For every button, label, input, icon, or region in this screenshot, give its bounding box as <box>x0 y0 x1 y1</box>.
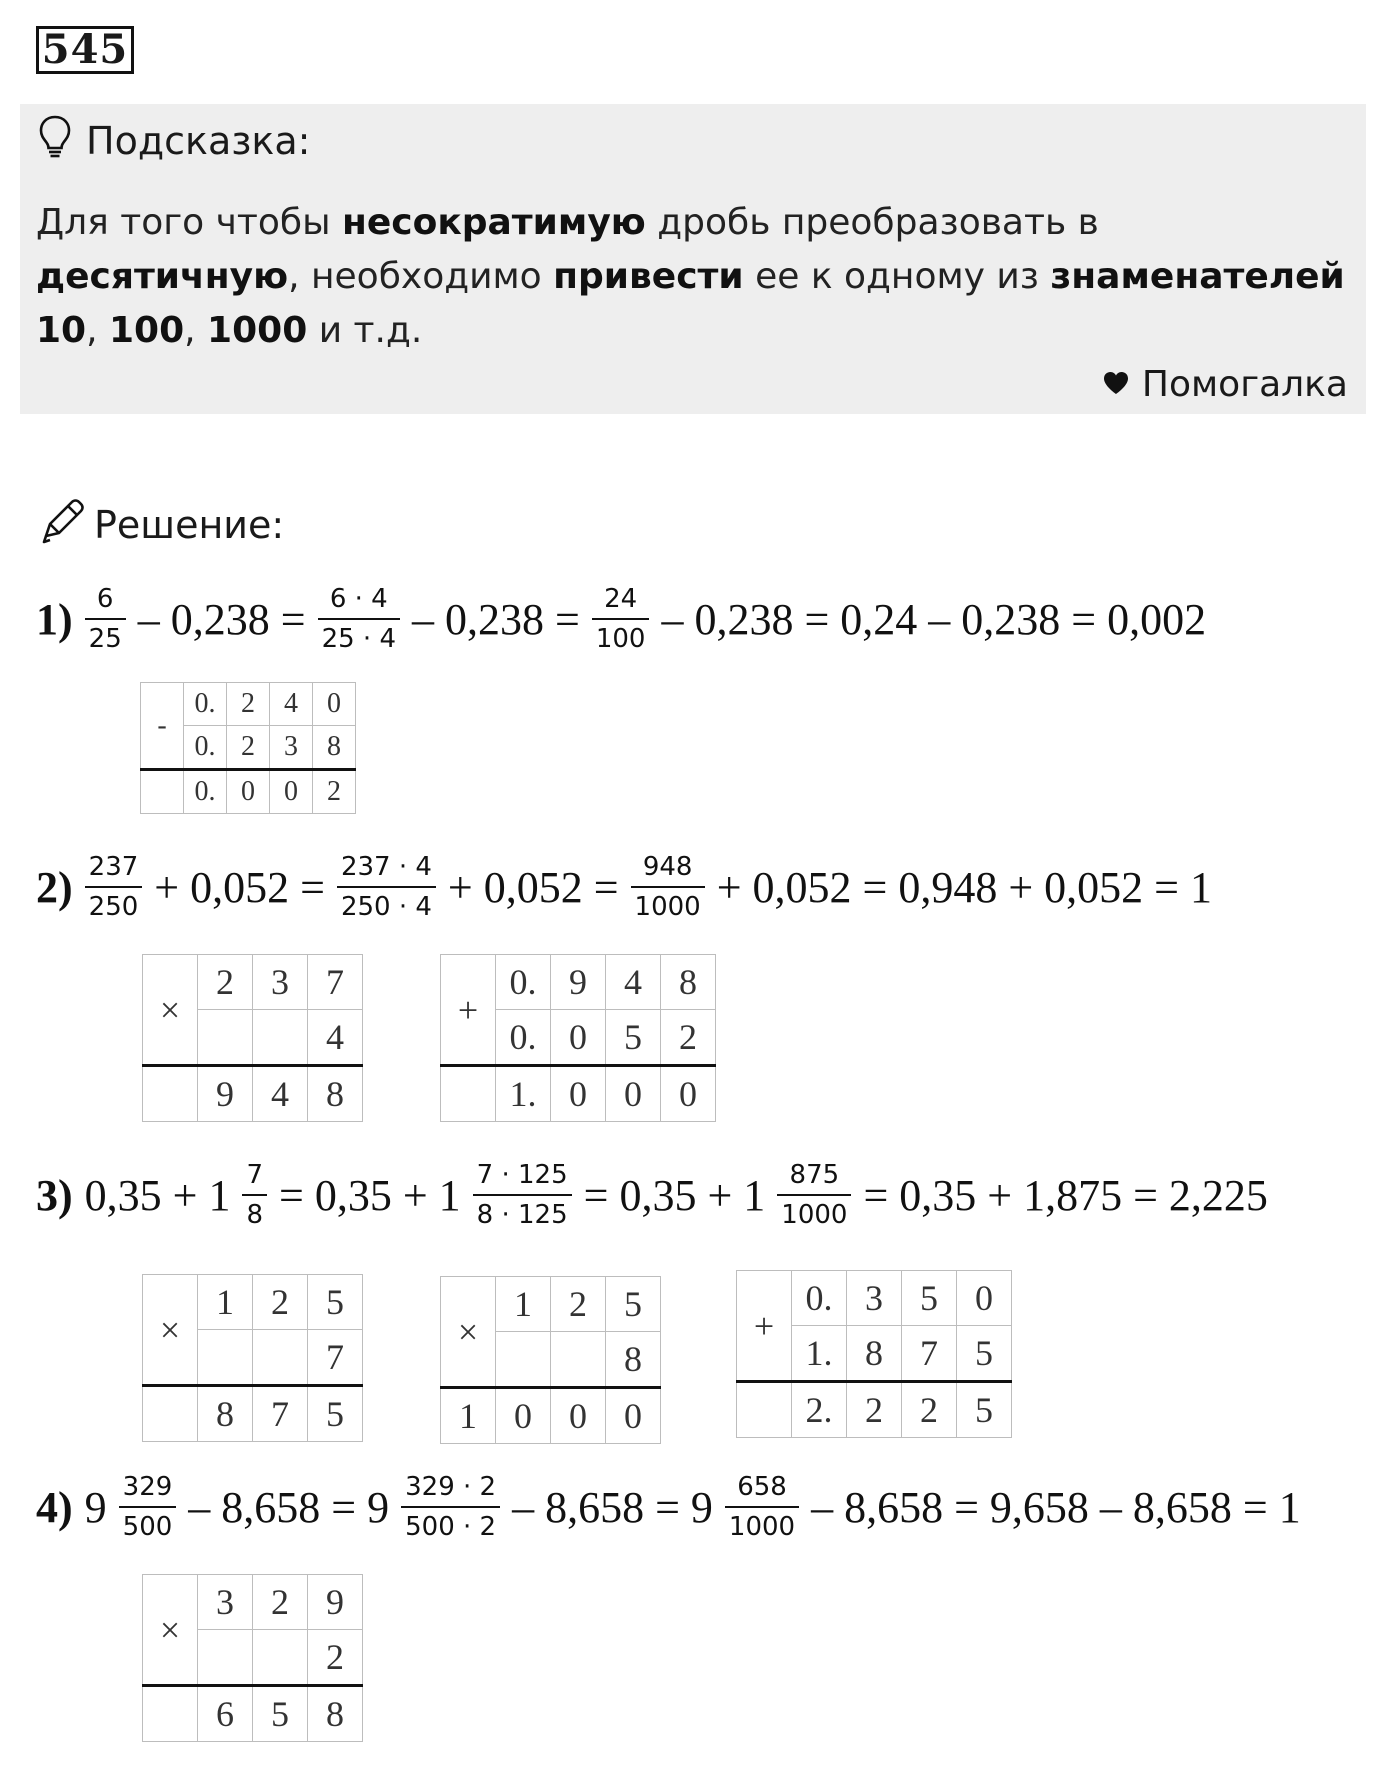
fraction-denominator: 25 <box>85 618 126 654</box>
column-add-035-1875 <box>736 1270 1012 1438</box>
result-digit-cell: 0 <box>270 770 313 814</box>
digit-cell: 4 <box>308 1010 363 1066</box>
digit-cell: 7 <box>902 1326 957 1382</box>
digit-cell <box>551 1332 606 1388</box>
hint-text-segment: и т.д. <box>307 310 423 351</box>
digit-cell: 2 <box>253 1575 308 1630</box>
equation-text: 0,35 + 1 <box>84 1170 231 1220</box>
column-result-row <box>737 1382 1012 1438</box>
operator-cell: + <box>737 1271 792 1382</box>
result-digit-cell: 1 <box>441 1388 496 1444</box>
fraction <box>777 1160 851 1230</box>
column-row <box>143 1575 363 1630</box>
digit-cell: 7 <box>308 955 363 1010</box>
column-result-row <box>441 1388 661 1444</box>
equation-text: – 8,658 = 9 <box>188 1482 390 1532</box>
digit-cell: 4 <box>270 683 313 726</box>
hint-text-segment: несократимую <box>341 202 646 243</box>
fraction-numerator: 329 · 2 <box>405 1472 497 1502</box>
equation-text: + 0,052 = 0,948 + 0,052 = 1 <box>716 862 1212 912</box>
empty-cell <box>143 1066 198 1122</box>
fraction-numerator: 948 <box>642 852 693 882</box>
column-multiply-329-2 <box>142 1574 363 1742</box>
lightbulb-icon <box>38 114 72 169</box>
solution-title-label: Решение: <box>94 503 285 547</box>
equation-text: + 0,052 = <box>447 862 619 912</box>
digit-cell: 2 <box>308 1630 363 1686</box>
fraction-numerator: 7 · 125 <box>476 1160 568 1190</box>
empty-cell <box>143 1686 198 1742</box>
hint-text <box>36 196 1356 358</box>
digit-cell: 1 <box>496 1277 551 1332</box>
digit-cell: 0. <box>792 1271 847 1326</box>
empty-cell <box>143 1386 198 1442</box>
digit-cell: 8 <box>313 726 356 770</box>
fraction-numerator: 329 <box>122 1472 173 1502</box>
result-digit-cell: 0 <box>551 1388 606 1444</box>
hint-text-segment: , необходимо <box>288 256 554 297</box>
fraction <box>85 584 126 654</box>
fraction <box>318 584 400 654</box>
equation-4 <box>36 1472 1307 1542</box>
fraction-numerator: 24 <box>604 584 638 614</box>
column-row <box>141 683 356 726</box>
equation-text: – 0,238 = 0,24 – 0,238 = 0,002 <box>661 594 1207 644</box>
fraction-denominator: 8 <box>242 1194 267 1230</box>
result-digit-cell: 0 <box>496 1388 551 1444</box>
fraction-numerator: 237 · 4 <box>340 852 432 882</box>
result-digit-cell: 5 <box>957 1382 1012 1438</box>
digit-cell: 7 <box>308 1330 363 1386</box>
fraction-numerator: 7 <box>246 1160 264 1190</box>
digit-cell: 4 <box>606 955 661 1010</box>
fraction-denominator: 1000 <box>631 886 705 922</box>
column-multiply-125-8 <box>440 1276 661 1444</box>
hint-text-segment: , <box>86 310 109 351</box>
digit-cell <box>198 1630 253 1686</box>
fraction-numerator: 6 · 4 <box>329 584 388 614</box>
fraction-denominator: 25 · 4 <box>318 618 400 654</box>
equation-1 <box>36 584 1212 654</box>
result-digit-cell: 8 <box>308 1066 363 1122</box>
fraction-denominator: 500 <box>119 1506 177 1542</box>
fraction-denominator: 250 <box>85 886 143 922</box>
digit-cell: 0 <box>957 1271 1012 1326</box>
hint-text-segment: ее к одному из <box>743 256 1051 297</box>
digit-cell: 5 <box>606 1010 661 1066</box>
column-result-row <box>143 1066 363 1122</box>
column-multiply-125-7 <box>142 1274 363 1442</box>
result-digit-cell: 2. <box>792 1382 847 1438</box>
equation-text: – 0,238 = <box>412 594 580 644</box>
helper-link[interactable] <box>1102 364 1348 405</box>
column-add-0948-0052 <box>440 954 716 1122</box>
empty-cell <box>737 1382 792 1438</box>
result-digit-cell: 1. <box>496 1066 551 1122</box>
digit-cell <box>198 1330 253 1386</box>
result-digit-cell: 0 <box>606 1388 661 1444</box>
digit-cell: 2 <box>661 1010 716 1066</box>
equation-text: = 0,35 + 1 <box>583 1170 766 1220</box>
column-result-row <box>143 1386 363 1442</box>
digit-cell: 1 <box>198 1275 253 1330</box>
fraction-denominator: 8 · 125 <box>473 1194 572 1230</box>
fraction-numerator: 875 <box>789 1160 840 1190</box>
result-digit-cell: 5 <box>253 1686 308 1742</box>
column-row <box>441 955 716 1010</box>
fraction <box>242 1160 267 1230</box>
equation-text: – 0,238 = <box>137 594 306 644</box>
digit-cell: 0. <box>496 1010 551 1066</box>
fraction <box>592 584 650 654</box>
equation-number: 3) <box>36 1170 73 1220</box>
result-digit-cell: 2 <box>313 770 356 814</box>
digit-cell: 2 <box>227 683 270 726</box>
operator-cell: × <box>143 1275 198 1386</box>
hint-text-segment: десятичную <box>36 256 289 297</box>
hint-text-segment: знаменателей 10 <box>36 256 1345 351</box>
equation-number: 4) <box>36 1482 73 1532</box>
solution-title <box>38 498 284 552</box>
fraction <box>85 852 143 922</box>
digit-cell: 0 <box>313 683 356 726</box>
digit-cell: 8 <box>606 1332 661 1388</box>
result-digit-cell: 2 <box>847 1382 902 1438</box>
equation-text: = 0,35 + 1,875 = 2,225 <box>863 1170 1268 1220</box>
column-result-row <box>141 770 356 814</box>
digit-cell: 3 <box>253 955 308 1010</box>
fraction <box>631 852 705 922</box>
digit-cell: 8 <box>661 955 716 1010</box>
equation-3 <box>36 1160 1274 1230</box>
pencil-icon <box>38 496 86 555</box>
fraction <box>337 852 436 922</box>
empty-cell <box>441 1066 496 1122</box>
operator-cell: × <box>143 955 198 1066</box>
hint-title <box>38 116 310 166</box>
digit-cell: 0. <box>496 955 551 1010</box>
hint-text-segment: 100 <box>109 310 185 351</box>
result-digit-cell: 0 <box>551 1066 606 1122</box>
digit-cell <box>253 1330 308 1386</box>
result-digit-cell: 0 <box>227 770 270 814</box>
equation-number: 2) <box>36 862 73 912</box>
column-subtract-0240-0238 <box>140 682 356 814</box>
result-digit-cell: 0 <box>606 1066 661 1122</box>
result-digit-cell: 0. <box>184 770 227 814</box>
result-digit-cell: 7 <box>253 1386 308 1442</box>
hint-text-segment: Для того чтобы <box>36 202 342 243</box>
hint-text-segment: дробь преобразовать в <box>645 202 1099 243</box>
fraction-denominator: 500 · 2 <box>401 1506 500 1542</box>
column-row <box>737 1271 1012 1326</box>
digit-cell: 9 <box>551 955 606 1010</box>
fraction-denominator: 1000 <box>777 1194 851 1230</box>
digit-cell <box>253 1630 308 1686</box>
digit-cell: 5 <box>606 1277 661 1332</box>
column-result-row <box>441 1066 716 1122</box>
digit-cell <box>198 1010 253 1066</box>
digit-cell: 3 <box>847 1271 902 1326</box>
digit-cell: 2 <box>227 726 270 770</box>
empty-cell <box>141 770 184 814</box>
equation-2 <box>36 852 1218 922</box>
equation-number: 1) <box>36 594 73 644</box>
column-row <box>143 955 363 1010</box>
hint-text-segment: , <box>184 310 208 351</box>
digit-cell: 3 <box>198 1575 253 1630</box>
digit-cell: 8 <box>847 1326 902 1382</box>
digit-cell: 9 <box>308 1575 363 1630</box>
result-digit-cell: 8 <box>308 1686 363 1742</box>
operator-cell: × <box>143 1575 198 1686</box>
heart-icon <box>1102 364 1130 405</box>
digit-cell <box>253 1010 308 1066</box>
hint-title-label: Подсказка: <box>86 119 311 163</box>
digit-cell: 1. <box>792 1326 847 1382</box>
digit-cell <box>496 1332 551 1388</box>
equation-text: + 0,052 = <box>154 862 325 912</box>
digit-cell: 5 <box>957 1326 1012 1382</box>
fraction <box>119 1472 177 1542</box>
result-digit-cell: 5 <box>308 1386 363 1442</box>
result-digit-cell: 0 <box>661 1066 716 1122</box>
result-digit-cell: 9 <box>198 1066 253 1122</box>
fraction-numerator: 658 <box>737 1472 787 1502</box>
fraction-numerator: 6 <box>96 584 114 614</box>
equation-text: = 0,35 + 1 <box>279 1170 461 1220</box>
fraction-denominator: 100 <box>592 618 650 654</box>
result-digit-cell: 4 <box>253 1066 308 1122</box>
digit-cell: 5 <box>902 1271 957 1326</box>
column-multiply-237-4 <box>142 954 363 1122</box>
fraction-denominator: 1000 <box>725 1506 799 1542</box>
digit-cell: 5 <box>308 1275 363 1330</box>
column-result-row <box>143 1686 363 1742</box>
digit-cell: 0. <box>184 726 227 770</box>
fraction <box>725 1472 799 1542</box>
operator-cell: × <box>441 1277 496 1388</box>
result-digit-cell: 6 <box>198 1686 253 1742</box>
digit-cell: 2 <box>253 1275 308 1330</box>
column-row <box>441 1277 661 1332</box>
fraction-denominator: 250 · 4 <box>337 886 436 922</box>
result-digit-cell: 2 <box>902 1382 957 1438</box>
digit-cell: 0 <box>551 1010 606 1066</box>
column-row <box>143 1275 363 1330</box>
hint-text-segment: 1000 <box>207 310 308 351</box>
fraction <box>473 1160 572 1230</box>
operator-cell: + <box>441 955 496 1066</box>
digit-cell: 0. <box>184 683 227 726</box>
equation-text: – 8,658 = 9 <box>512 1482 713 1532</box>
result-digit-cell: 8 <box>198 1386 253 1442</box>
fraction <box>401 1472 500 1542</box>
fraction-numerator: 237 <box>88 852 139 882</box>
digit-cell: 3 <box>270 726 313 770</box>
hint-text-segment: привести <box>553 256 744 297</box>
operator-cell: - <box>141 683 184 770</box>
equation-text: 9 <box>84 1482 107 1532</box>
digit-cell: 2 <box>551 1277 606 1332</box>
helper-label: Помогалка <box>1141 364 1348 405</box>
problem-number: 545 <box>36 26 134 74</box>
digit-cell: 2 <box>198 955 253 1010</box>
equation-text: – 8,658 = 9,658 – 8,658 = 1 <box>811 1482 1301 1532</box>
